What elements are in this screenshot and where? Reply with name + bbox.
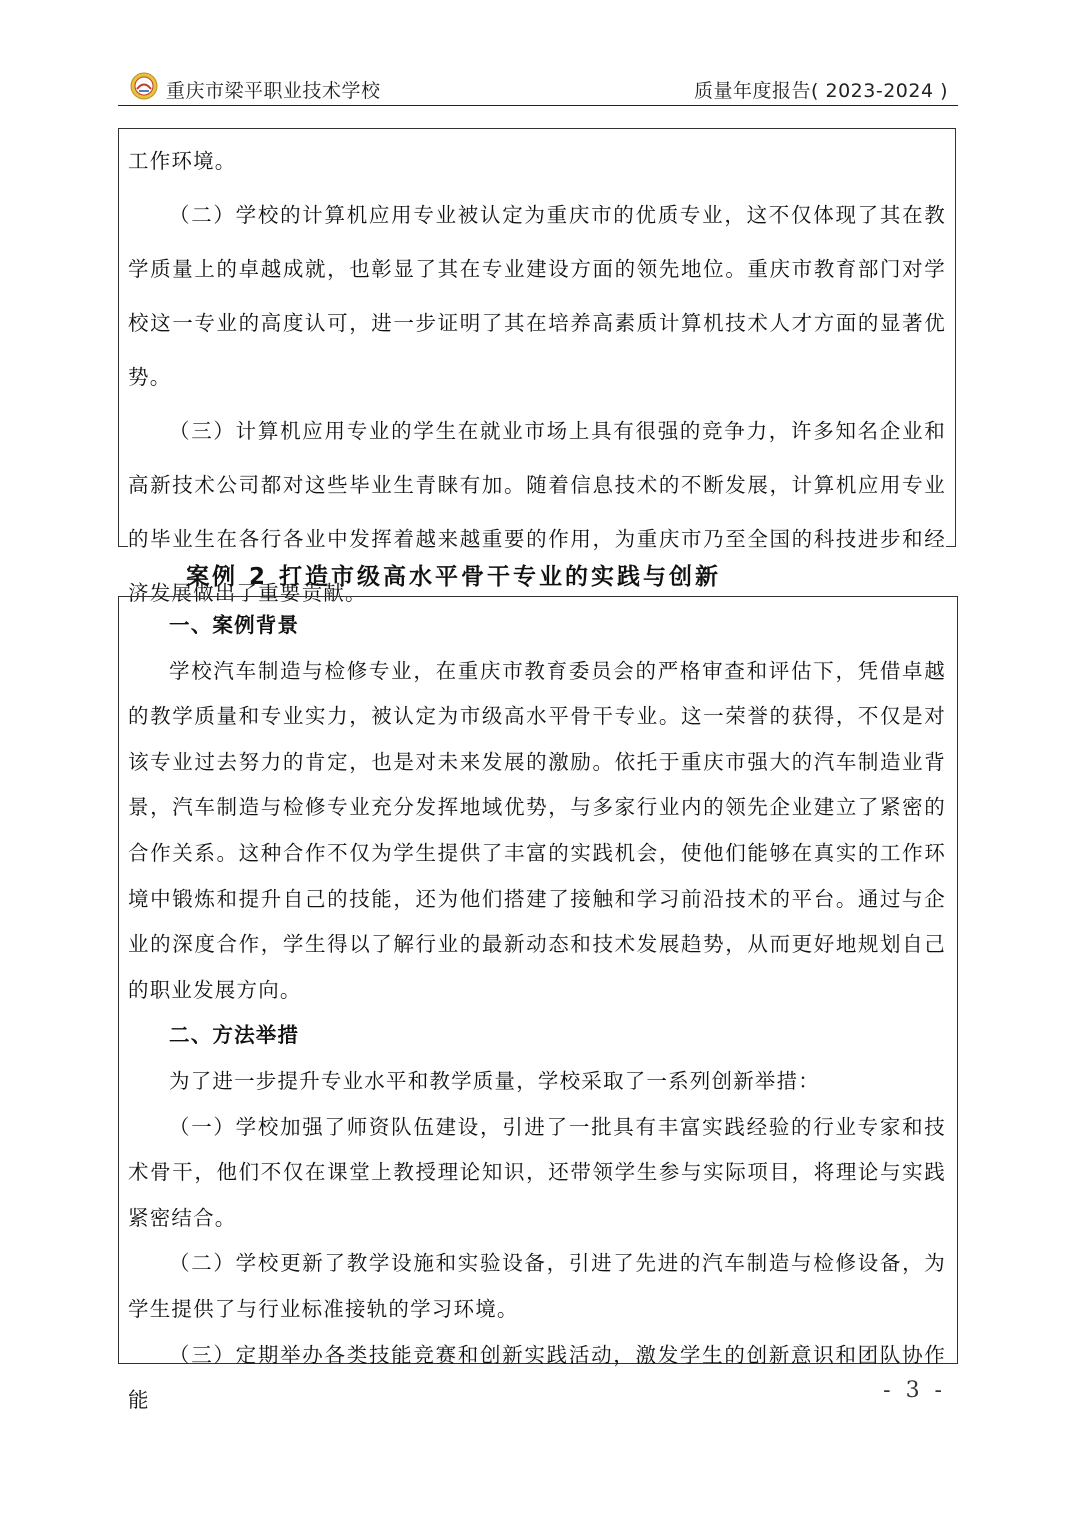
paragraph: （一）学校加强了师资队伍建设，引进了一批具有丰富实践经验的行业专家和技术骨干，他们不仅在课堂上教授理论知识，还带领学生参与实际项目，将理论与实践紧密结合。	[128, 1114, 946, 1230]
paragraph: 学校汽车制造与检修专业，在重庆市教育委员会的严格审查和评估下，凭借卓越的教学质量和专业实力，被认定为市级高水平骨干专业。这一荣誉的获得，不仅是对该专业过去努力的肯定，也是对未来发展的激励。依托于重庆市强大的汽车制造业背景，汽车制造与检修专业充分发挥地域优势，与多家行业内的领先企业建立了紧密的合作关系。这种合作不仅为学生提供了丰富的实践机会，使他们能够在真实的工作环境中锻炼和提升自己的技能，还为他们搭建了接触和学习前沿技术的平台。通过与企业的深度合作，学生得以了解行业的最新动态和技术发展趋势，从而更好地规划自己的职业发展方向。	[128, 658, 946, 1002]
paragraph: （二）学校的计算机应用专业被认定为重庆市的优质专业，这不仅体现了其在教学质量上的卓越成就，也彰显了其在专业建设方面的领先地位。重庆市教育部门对学校这一专业的高度认可，进一步证明了其在培养高素质计算机技术人才方面的显著优势。	[128, 203, 946, 389]
school-logo-icon	[130, 72, 158, 100]
paragraph: 工作环境。	[128, 149, 237, 173]
box1-bottom-tick-right	[946, 546, 956, 547]
page-number: - 3 -	[883, 1378, 946, 1403]
school-name: 重庆市梁平职业技术学校	[166, 80, 381, 102]
paragraph: （三）计算机应用专业的学生在就业市场上具有很强的竞争力，许多知名企业和高新技术公司都对这些毕业生青睐有加。随着信息技术的不断发展，计算机应用专业的毕业生在各行各业中发挥着越来越重要的作用，为重庆市乃至全国的科技进步和经济发展做出了重要贡献。	[128, 419, 946, 605]
case2-text	[128, 603, 946, 1424]
case1-continued-text	[128, 134, 946, 620]
paragraph: （二）学校更新了教学设施和实验设备，引进了先进的汽车制造与检修设备，为学生提供了与行业标准接轨的学习环境。	[128, 1251, 946, 1321]
case2-title: 案例 2 打造市级高水平骨干专业的实践与创新	[186, 564, 722, 590]
header-divider	[118, 105, 958, 106]
paragraph: 为了进一步提升专业水平和教学质量，学校采取了一系列创新举措：	[169, 1068, 820, 1093]
paragraph: （三）定期举办各类技能竞赛和创新实践活动，激发学生的创新意识和团队协作能	[128, 1342, 946, 1413]
section-heading: 一、案例背景	[169, 613, 300, 637]
box1-bottom-tick-left	[118, 546, 128, 547]
page-header	[118, 70, 958, 106]
section-heading: 二、方法举措	[169, 1023, 300, 1048]
report-title: 质量年度报告( 2023-2024 )	[694, 80, 948, 102]
